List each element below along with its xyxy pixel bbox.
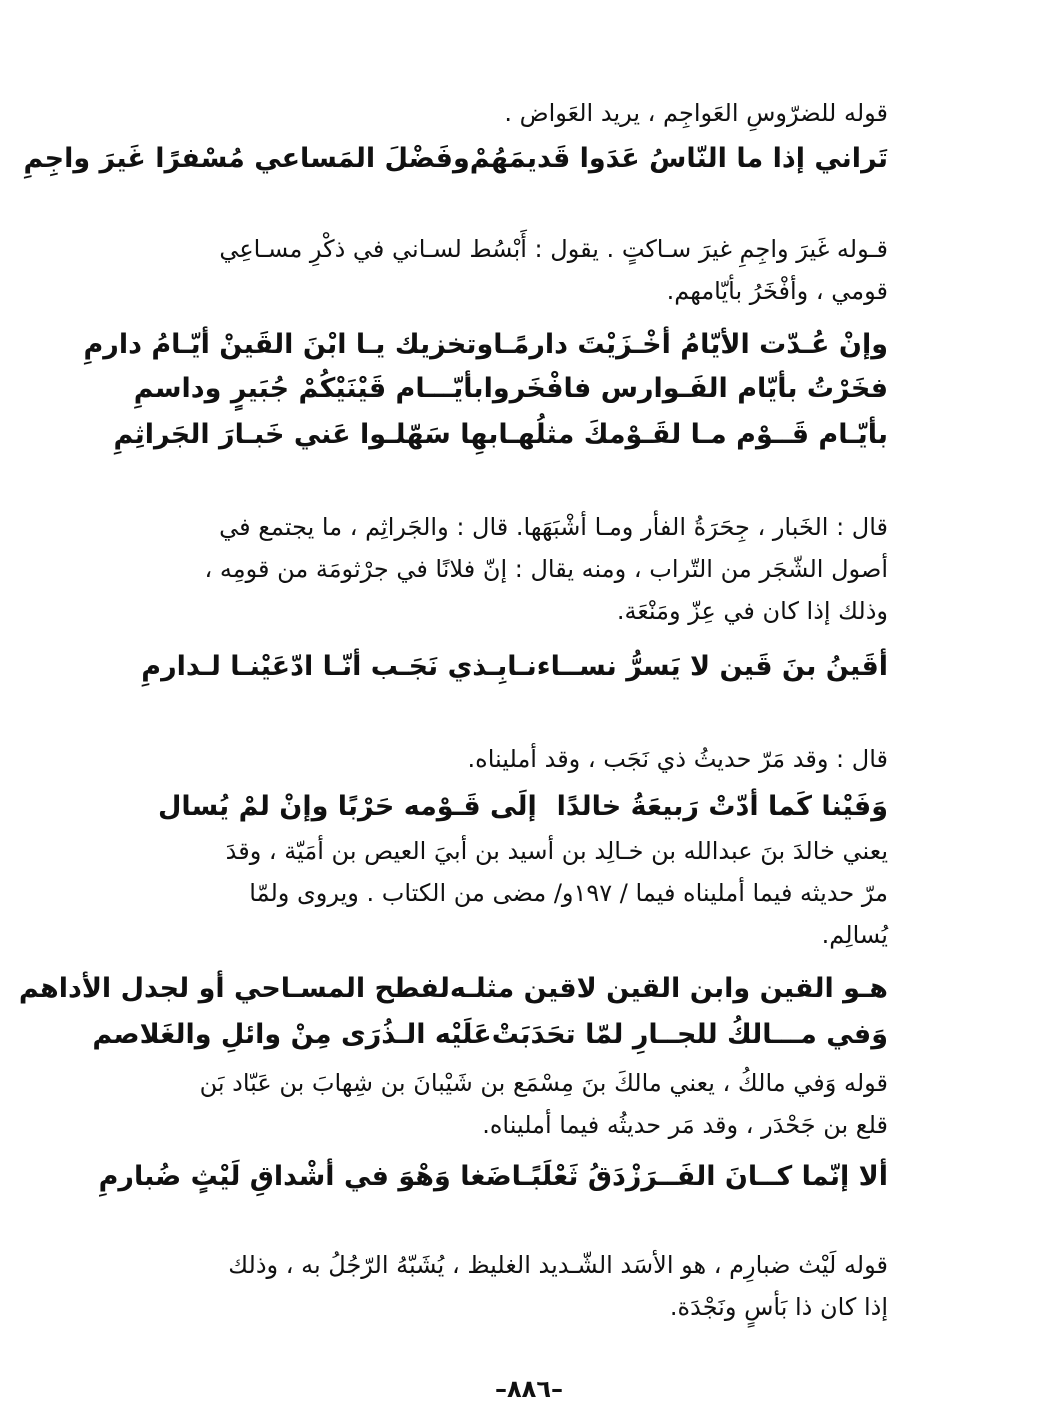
verse-first-hemistich: تَراني إذا ما النّاسُ عَدَوا قَديمَهُمْ [469,143,888,174]
verse-first-hemistich: ألا إنّما كــانَ الفَــرَزْدَقُ ثَعْلَبًـا [511,1161,888,1192]
text-line: وذلك إذا كان في عِزّ ومَنْعَة. [616,597,888,625]
prose-paragraph [158,738,888,780]
text-line: مرّ حديثه فيما أمليناه فيما / ١٩٧و/ مضى من الكتاب . ويروى ولمّا [249,879,888,907]
prose-paragraph [158,1244,888,1328]
verse-first-hemistich: وإنْ عُـدّت الأيّامُ أخْـزَيْتَ دارمًـا [493,329,888,360]
verse-first-hemistich: وَفي مـــالكُ للجــارِ لمّا تحَدَبَتْ [491,1019,888,1050]
text-line: يعني خالدَ بنَ عبدالله بن خـالِد بن أسيد بن أبيَ العيص بن أمَيّة ، وقدَ [225,837,888,865]
verse-first-hemistich: بأيّـام قَــوْم مـا لقَـوْمكَ مثلُهـا [498,419,888,450]
verse-first-hemistich: هـو القين وابن القين لاقين مثلـه [449,973,888,1004]
verse-second-hemistich: وتخزيك يـا ابْنَ القَينْ أيّـامُ دارمِ [83,329,494,360]
text-line: قوله وَفي مالكُ ، يعني مالكَ بنَ مِسْمَع بن شَيْبانَ بن شِهابَ بن عَبّاد بَن [199,1069,888,1097]
verse-second-hemistich: بهِا سَهّلـوا عَني خَبـارَ الجَراثِمِ [113,419,499,450]
verse-second-hemistich: عَلَيْه الـذُرَى مِنْ وائلِ والغَلاصم [92,1019,492,1050]
verse-first-hemistich: فخَرْتُ بأيّام الفَـوارس فافْخَروا [483,373,888,404]
verse-second-hemistich: ضَغا وَهْوَ في أشْداقِ لَيْثٍ ضُبارمِ [98,1161,512,1192]
text-line: إذا كان ذا بَأسٍ ونَجْدَة. [669,1293,888,1321]
verse-first-hemistich: أقَينُ بنَ قَين لا يَسرُّ نســاءنـا [507,651,888,682]
text-line: أصول الشّجَر من التّراب ، ومنه يقال : إنّ فلانًا في جرْثومَة من قومِه ، [204,555,888,583]
verse-line [141,644,888,690]
prose-paragraph [158,506,888,632]
verse-line [113,412,888,458]
text-line: قال : وقد مَرّ حديثُ ذي نَجَب ، وقد أمليناه. [467,745,888,773]
verse-first-hemistich: وَفَيْنا كَما أدّتْ رَبيعَةُ خالدًا [556,791,888,822]
verse-second-hemistich: لفطح المسـاحي أو لجدل الأداهم [18,973,450,1004]
verse-line [98,1154,888,1200]
text-line: قـوله غَيرَ واجِمِ غيرَ سـاكتٍ . يقول : أَبْسُط لسـاني في ذكْرِ مسـاعِي [219,235,888,263]
verse-second-hemistich: بِـذي نَجَـب أنّـا ادّعَيْنـا لـدارمِ [141,651,508,682]
text-line: قومي ، وأفْخَرُ بأيّامهم. [666,277,888,305]
verse-second-hemistich: بأيّـــام قَيْنَيْكُمْ جُبَيرٍ وداسمِ [133,373,484,404]
prose-paragraph [158,228,888,312]
prose-paragraph [158,830,888,956]
verse-line [92,1012,888,1058]
verse-line [18,966,888,1012]
verse-line [83,322,888,368]
verse-line [23,136,888,182]
prose-paragraph [158,92,888,134]
verse-line [158,784,888,830]
text-line: قال : الخَبار ، جِحَرَةُ الفأر ومـا أشْبَهَها. قال : والجَراثِم ، ما يجتمع في [219,513,888,541]
text-line: يُسالِم. [821,921,888,949]
verse-second-hemistich: إلَى قَـوْمه حَرْبًا وإنْ لمْ يُسال [158,791,537,822]
prose-paragraph [158,1062,888,1146]
page-number: –٨٨٦– [495,1375,563,1403]
text-line: قلع بن جَحْدَر ، وقد مَر حديثُه فيما أمليناه. [482,1111,888,1139]
text-line: قوله للضرّوسِ العَواجِم ، يريد العَواض . [504,99,888,127]
verse-second-hemistich: وفَضْلَ المَساعي مُسْفرًا غَيرَ واجِمِ [23,143,470,174]
text-line: قوله لَيْث ضبارِم ، هو الأسَد الشّـديد الغليظ ، يُشَبّهُ الرّجُلُ به ، وذلك [228,1251,888,1279]
verse-line [133,366,888,412]
